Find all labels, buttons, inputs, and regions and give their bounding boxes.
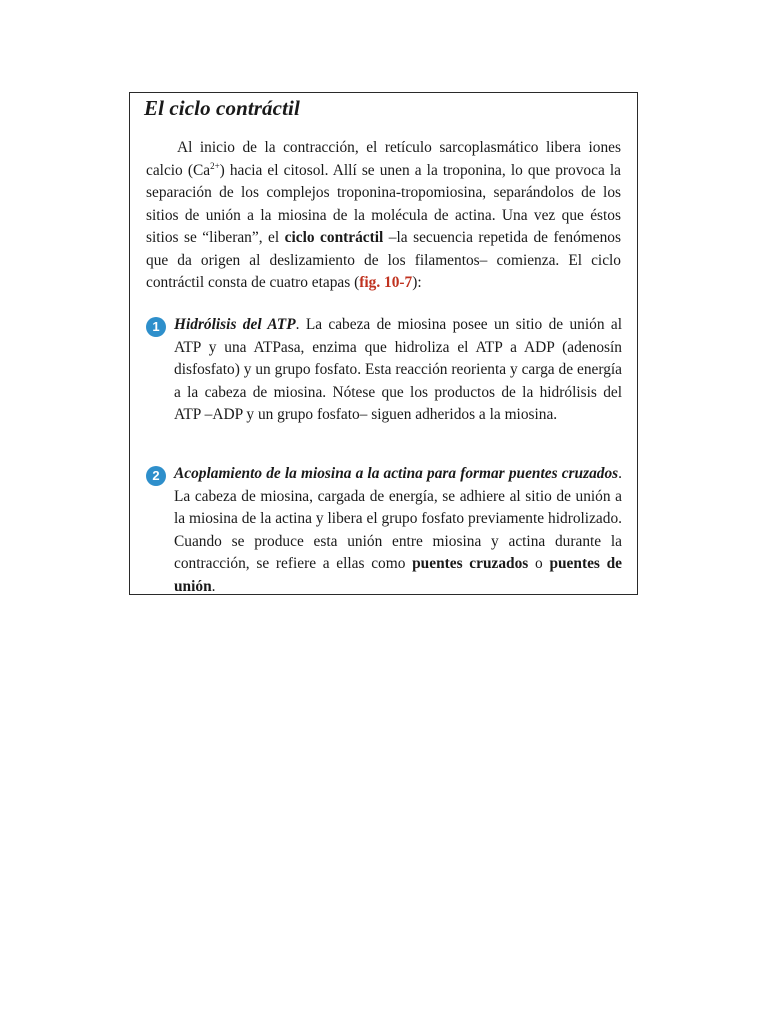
step-2-connector: o [528,555,550,572]
calcium-charge-superscript: 2+ [210,160,220,171]
step-2-heading: Acoplamiento de la miosina a la actina para formar puentes cruzados [174,465,619,482]
step-2-text: . La cabeza de miosina, cargada de energía, se adhiere al sitio de unión a la miosina de la actina y libera el grupo fosfato previamente hidrolizado. Cuando se produce esta unión entre miosina y actina durante la contracción, se refiere a ellas como [174,465,622,572]
step-1-heading: Hidrólisis del ATP [174,316,296,333]
figure-reference-link[interactable]: fig. 10-7 [359,274,413,291]
text-box [129,92,638,595]
intro-paragraph [146,137,621,295]
intro-text-3: –la secuencia repetida de fenómenos que da origen al deslizamiento de los filamentos– comienza. El ciclo contráctil consta de cuatro etapas ( [146,229,621,291]
step-number-badge-1: 1 [146,317,166,337]
bold-term-cross-bridges: puentes cruzados [412,555,529,572]
section-title: El ciclo contráctil [144,96,300,120]
step-number-badge-2: 2 [146,466,166,486]
bold-term-binding-bridges: puentes de unión [174,555,623,595]
step-1-text: . La cabeza de miosina posee un sitio de unión al ATP y una ATPasa, enzima que hidroliza el ATP a ADP (adenosín disfosfato) y un grupo fosfato. Esta reacción reorienta y carga de energía a la cabeza de miosina. Nótese que los productos de la hidrólisis del ATP –ADP y un grupo fosfato– siguen adheridos a la miosina. [174,316,622,423]
step-2-end: . [211,577,216,595]
bold-term-contractile-cycle: ciclo contráctil [284,229,384,246]
intro-text-4: ): [412,274,422,291]
intro-text-1: Al inicio de la contracción, el retículo sarcoplasmático libera iones calcio (Ca [146,139,621,179]
step-1-paragraph [174,314,622,427]
intro-text-2: ) hacia el citosol. Allí se unen a la troponina, lo que provoca la separación de los complejos troponina-tropomiosina, separándolos de los sitios de unión a la miosina de la molécula de actina. Una vez que éstos sitios se “liberan”, el [146,161,621,246]
step-2-paragraph [174,463,622,598]
